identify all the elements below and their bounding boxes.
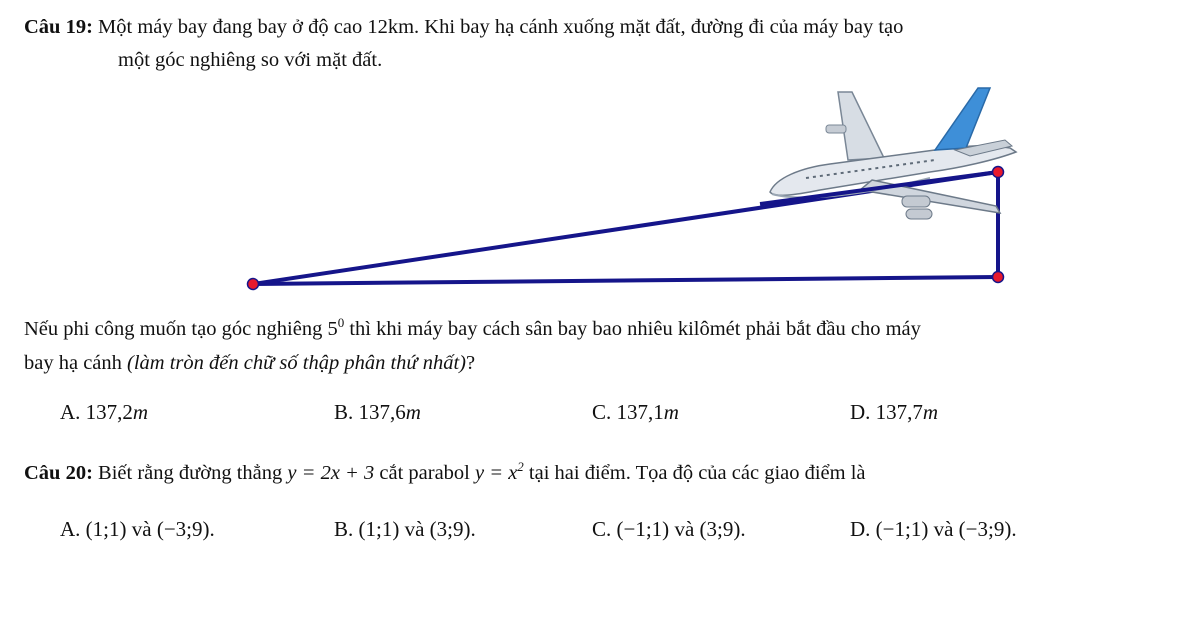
q19-text-line1: Một máy bay đang bay ở độ cao 12km. Khi bay hạ cánh xuống mặt đất, đường đi của máy bay tạo [98,16,904,38]
parabola-equation: $y = x^2$ [475,459,524,484]
option-value: 137,6 [358,400,406,424]
q19-option-b[interactable] [334,400,421,425]
q19-option-a[interactable] [60,400,148,425]
option-point1: (−1;1) [616,517,670,541]
option-point2: (3;9). [699,517,746,541]
line-equation: y = 2x + 3 [287,462,375,484]
option-letter: B. [334,400,354,424]
option-letter: A. [60,400,81,424]
option-point2: (−3;9). [958,517,1017,541]
option-point1: (1;1) [85,517,127,541]
q20-option-b[interactable] [334,517,476,542]
q19-rounding-note: (làm tròn đến chữ số thập phân thứ nhất) [127,352,466,374]
option-letter: B. [334,517,354,541]
option-conj: và [131,517,152,541]
option-conj: và [933,517,954,541]
point-start [248,279,259,290]
q19-question-line2-plain: bay hạ cánh [24,352,122,374]
q19-question-part2: thì khi máy bay cách sân bay bao nhiêu kilômét phải bắt đầu cho máy [349,318,921,340]
q20-text-part1: Biết rằng đường thẳng [98,462,283,484]
q20-intro [24,459,866,485]
option-unit: m [405,400,421,424]
q19-label: Câu 19: [24,16,93,38]
option-unit: m [132,400,149,424]
q19-option-c[interactable] [592,400,679,425]
option-point1: (1;1) [358,517,400,541]
q19-question-mark: ? [465,352,476,374]
q19-question-line2 [24,352,475,375]
option-point2: (3;9). [429,517,476,541]
option-letter: C. [592,517,612,541]
option-point1: (−1;1) [875,517,929,541]
option-unit: m [663,400,679,424]
point-plane [993,167,1004,178]
angle-value: $5^0$ [327,315,345,340]
q20-label: Câu 20: [24,462,93,484]
point-ground [993,272,1004,283]
q19-text-line2: một góc nghiêng so với mặt đất. [118,49,383,71]
option-unit: m [922,400,939,424]
q19-question-part1: Nếu phi công muốn tạo góc nghiêng [24,318,323,340]
option-value: 137,1 [616,400,664,424]
option-conj: và [404,517,425,541]
q19-question-line1 [24,315,921,341]
q19-option-d[interactable] [850,400,938,425]
q20-option-d[interactable] [850,517,1017,542]
ground-line [253,277,998,284]
option-letter: D. [850,400,871,424]
q20-option-c[interactable] [592,517,746,542]
option-conj: và [674,517,695,541]
option-letter: A. [60,517,81,541]
q20-text-part2: cắt parabol [379,462,470,484]
option-letter: D. [850,517,871,541]
option-letter: C. [592,400,612,424]
q20-option-a[interactable] [60,517,215,542]
q20-text-part3: tại hai điểm. Tọa độ của các giao điểm là [528,462,866,484]
option-point2: (−3;9). [156,517,215,541]
degree-symbol: 0 [337,315,345,331]
option-value: 137,7 [875,400,923,424]
option-value: 137,2 [85,400,133,424]
